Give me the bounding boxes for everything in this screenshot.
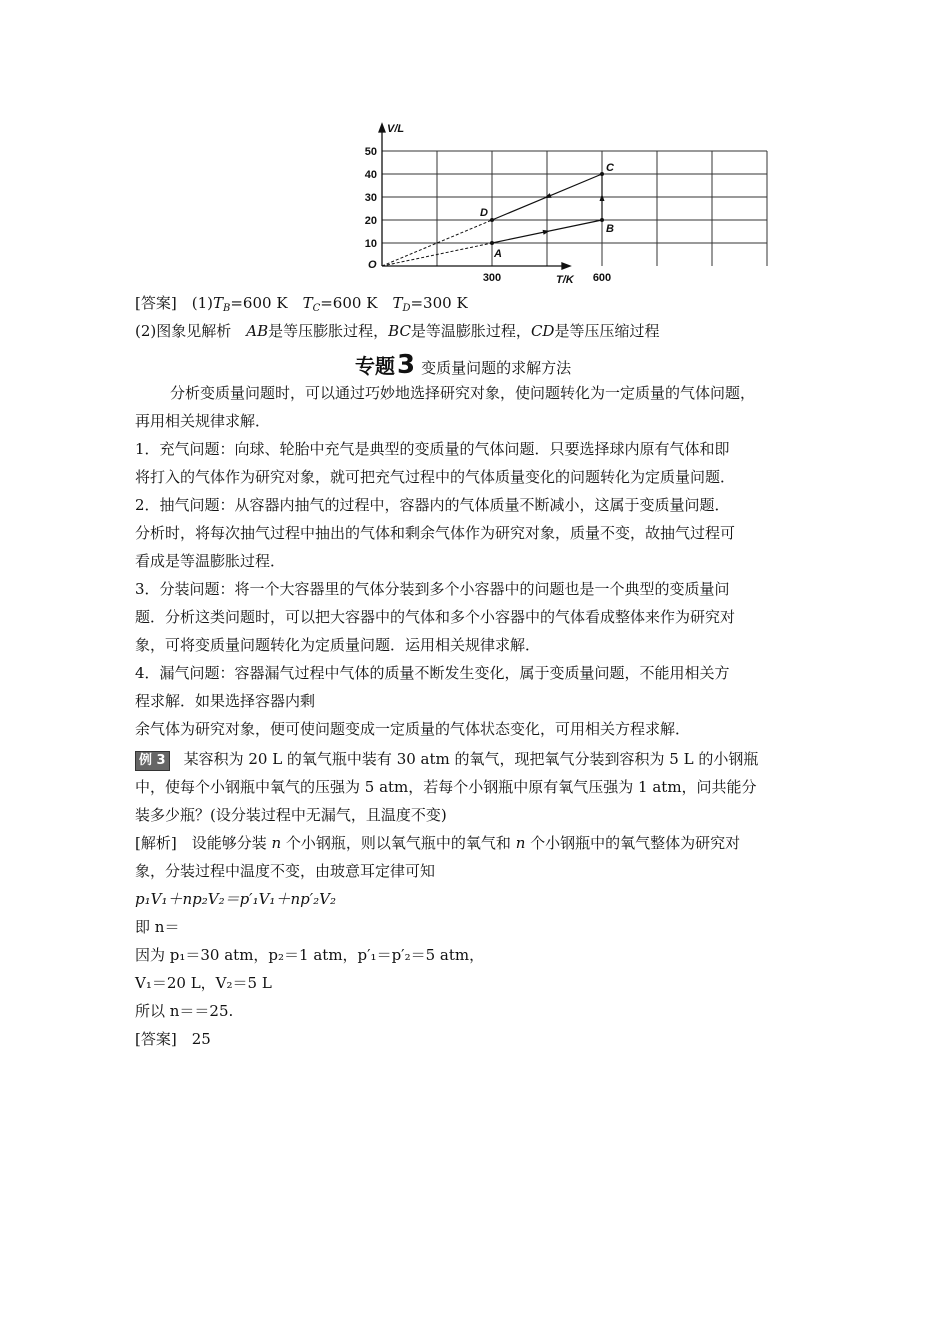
cd-text: 是等压压缩过程 xyxy=(554,322,660,340)
given-volumes: V₁＝20 L，V₂＝5 L xyxy=(135,974,272,992)
given-pressures: 因为 p₁＝30 atm，p₂＝1 atm，p′₁＝p′₂＝5 atm， xyxy=(135,946,485,964)
tc-symbol: T xyxy=(302,294,313,312)
n-symbol-2: n xyxy=(515,834,526,852)
ji-line xyxy=(135,917,179,937)
boyle-equation: p₁V₁＋np₂V₂＝p′₁V₁＋np′₂V₂ xyxy=(135,890,336,908)
final-answer-label: [答案] xyxy=(135,1030,177,1048)
bc-label: BC xyxy=(388,322,411,340)
solution-line-2: 象，分装过程中温度不变，由玻意耳定律可知 xyxy=(135,862,436,880)
y-tick-label: 50 xyxy=(364,146,377,158)
item4-line-2: 程求解．如果选择容器内剩 xyxy=(135,692,316,710)
solution-mid: 个小钢瓶，则以氧气瓶中的氧气和 xyxy=(281,834,516,852)
item2-line-1: 2．抽气问题：从容器内抽气的过程中，容器内的气体质量不断减小，这属于变质量问题． xyxy=(135,496,730,514)
ab-text: 是等压膨胀过程， xyxy=(268,322,389,340)
intro-line-1: 分析变质量问题时，可以通过巧妙地选择研究对象，使问题转化为一定质量的气体问题， xyxy=(170,384,756,402)
x-axis-arrow xyxy=(562,263,570,269)
n-symbol: n xyxy=(271,834,282,852)
point-b xyxy=(600,218,604,222)
td-symbol: T xyxy=(392,294,403,312)
point-label-b: B xyxy=(606,223,614,235)
item3-line-1: 3．分装问题：将一个大容器里的气体分装到多个小容器中的问题也是一个典型的变质量问 xyxy=(135,580,730,598)
intro-line-2: 再用相关规律求解． xyxy=(135,412,271,430)
y-tick-label: 30 xyxy=(364,192,377,204)
solution-line-1 xyxy=(135,833,740,853)
answer-label: [答案] xyxy=(135,294,177,312)
topic-number: 3 xyxy=(397,350,416,380)
td-value: =300 K xyxy=(410,294,468,312)
vt-graph xyxy=(360,118,614,288)
answer-line-1 xyxy=(135,293,468,319)
y-axis-label: V/L xyxy=(387,123,405,135)
tc-subscript: C xyxy=(312,303,321,314)
result-line: 所以 n＝＝25. xyxy=(135,1002,234,1020)
solution-prefix: [解析] 设能够分装 xyxy=(135,834,272,852)
cd-label: CD xyxy=(530,322,555,340)
y-tick-label: 40 xyxy=(364,169,377,181)
topic-label: 专题 xyxy=(355,354,395,378)
x-tick-label: 600 xyxy=(592,272,612,284)
point-label-d: D xyxy=(480,207,488,219)
example-text-1: 某容积为 20 L 的氧气瓶中装有 30 atm 的氧气，现把氧气分装到容积为 5 L 的小钢瓶 xyxy=(183,750,759,768)
y-tick-label: 10 xyxy=(364,238,377,250)
topic-subtitle: 变质量问题的求解方法 xyxy=(421,359,572,377)
item4-line-3: 余气体为研究对象，便可使问题变成一定质量的气体状态变化，可用相关方程求解． xyxy=(135,720,691,738)
part-1: (1) xyxy=(191,294,213,312)
solution-post: 个小钢瓶中的氧气整体为研究对 xyxy=(525,834,741,852)
y-tick-label: 20 xyxy=(364,215,377,227)
example-line-1 xyxy=(135,749,758,771)
point-a xyxy=(490,241,494,245)
bc-text: 是等温膨胀过程， xyxy=(410,322,531,340)
x-axis-label: T/K xyxy=(556,274,574,286)
ab-label: AB xyxy=(246,322,269,340)
item3-line-3: 象，可将变质量问题转化为定质量问题．运用相关规律求解． xyxy=(135,636,541,654)
tb-symbol: T xyxy=(212,294,223,312)
part-2: (2)图象见解析 xyxy=(135,322,232,340)
item4-line-1: 4．漏气问题：容器漏气过程中气体的质量不断发生变化，属于变质量问题，不能用相关方 xyxy=(135,664,730,682)
final-answer-value: 25 xyxy=(191,1030,211,1048)
final-answer xyxy=(135,1029,211,1049)
tb-subscript: B xyxy=(223,303,231,314)
item2-line-2: 分析时，将每次抽气过程中抽出的气体和剩余气体作为研究对象，质量不变，故抽气过程可 xyxy=(135,524,736,542)
y-axis-arrow xyxy=(379,124,385,132)
ji-label: 即 xyxy=(135,918,155,936)
tc-value: =600 K xyxy=(320,294,378,312)
point-label-c: C xyxy=(606,162,614,174)
point-label-a: A xyxy=(494,248,502,260)
item1-line-1: 1．充气问题：向球、轮胎中充气是典型的变质量的气体问题．只要选择球内原有气体和即 xyxy=(135,440,730,458)
topic-heading xyxy=(355,350,571,380)
td-subscript: D xyxy=(402,303,411,314)
origin-label: O xyxy=(368,259,377,271)
point-c xyxy=(600,172,604,176)
item1-line-2: 将打入的气体作为研究对象，就可把充气过程中的气体质量变化的问题转化为定质量问题． xyxy=(135,468,736,486)
example-line-2: 中，使每个小钢瓶中氧气的压强为 5 atm，若每个小钢瓶中原有氧气压强为 1 atm，问共能分 xyxy=(135,778,757,796)
item3-line-2: 题．分析这类问题时，可以把大容器中的气体和多个小容器中的气体看成整体来作为研究对 xyxy=(135,608,736,626)
point-d xyxy=(490,218,494,222)
item2-line-3: 看成是等温膨胀过程． xyxy=(135,552,286,570)
ji-equation: n＝ xyxy=(154,918,180,936)
answer-line-2 xyxy=(135,321,659,341)
graph-grid xyxy=(382,151,767,266)
tb-value: =600 K xyxy=(230,294,288,312)
example-badge: 例 3 xyxy=(135,751,170,771)
example-line-3: 装多少瓶？(设分装过程中无漏气，且温度不变) xyxy=(135,806,447,824)
x-tick-label: 300 xyxy=(482,272,502,284)
